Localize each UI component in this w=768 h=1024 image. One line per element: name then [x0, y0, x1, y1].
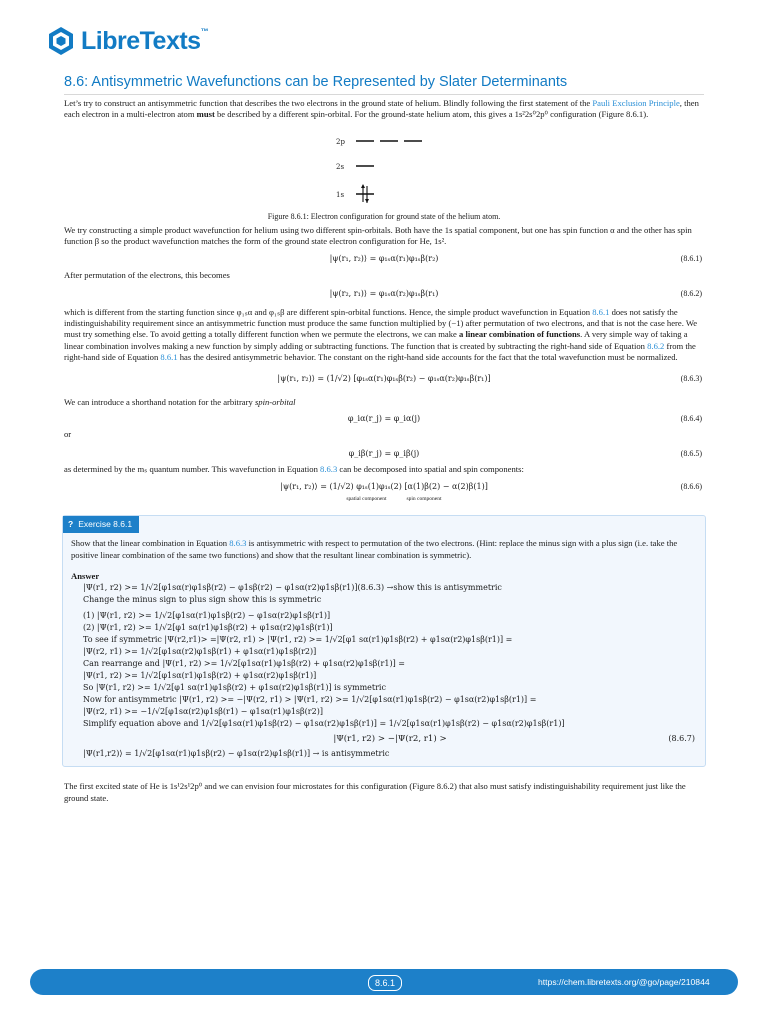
libretexts-logo[interactable]	[46, 26, 208, 56]
answer-line: Simplify equation above and 1/√2[φ1sα(r1)φ1sβ(r2) − φ1sα(r2)φ1sβ(r1)] = 1/√2[φ1sα(r1)φ1sβ(r2) − φ1sα(r2)φ1sβ(r1)]	[83, 719, 565, 729]
answer-line: (2) |Ψ(r1, r2) >= 1/√2[φ1 sα(r1)φ1sβ(r2) + φ1sα(r2)φ1sβ(r1)]	[83, 623, 333, 633]
answer-line: To see if symmetric |Ψ(r2,r1)> =|Ψ(r2, r1) > |Ψ(r1, r2) >= 1/√2[φ1 sα(r1)φ1sβ(r2) + φ1sα(r2)φ1sβ(r1)] =	[83, 635, 513, 645]
paragraph-linear-combination: which is different from the starting function since φ₁ₛα and φ₁ₛβ are different spin-orbital functions. Hence, the simple product wavefunction in Equation 8.6.1 does not satisfy the indistinguishability requirement since an antisymmetric function must produce the same function multiplied by (−1) after permutation of two electrons, and that is not the case here. We must try something else. To avoid getting a totally different function when we permute the electrons, we can make a linear combination of functions. A very simple way of taking a linear combination involves making a new function by simply adding or subtracting functions. The function that is created by subtracting the right-hand side of Equation 8.6.2 from the right-hand side of Equation 8.6.1 has the desired antisymmetric behavior. The constant on the right-hand side accounts for the fact that the total wavefunction must be normalized.	[64, 306, 698, 362]
equation-ref-8-6-3[interactable]: 8.6.3	[320, 463, 338, 474]
answer-line: Change the minus sign to plus sign show this is symmetric	[83, 595, 322, 605]
level-2s-label: 2s	[336, 162, 345, 171]
electron-configuration-diagram	[334, 131, 434, 211]
answer-line: Can rearrange and |Ψ(r1, r2) >= 1/√2[φ1sα(r1)φ1sβ(r2) + φ1sα(r2)φ1sβ(r1)] =	[83, 659, 405, 669]
level-1s-label: 1s	[336, 190, 345, 199]
page-url[interactable]: https://chem.libretexts.org/@go/page/210844	[538, 977, 710, 987]
answer-line: Now for antisymmetric |Ψ(r1, r2) >= −|Ψ(r2, r1) > |Ψ(r1, r2) >= 1/√2[φ1sα(r1)φ1sβ(r2) − φ1sα(r2)φ1sβ(r1)] =	[83, 695, 537, 705]
equation-8-6-5: φ_iβ(r_j) = φ_iβ(j) (8.6.5)	[348, 448, 702, 458]
equation-8-6-4: φ_iα(r_j) = φ_iα(j) (8.6.4)	[347, 413, 702, 423]
question-icon: ?	[68, 519, 74, 530]
equation-8-6-1: |ψ(r₁, r₂)⟩ = φ₁ₛα(r₁)φ₁ₛβ(r₂) (8.6.1)	[329, 254, 702, 264]
equation-ref-8-6-2[interactable]: 8.6.2	[647, 340, 665, 351]
answer-line: |Ψ(r2, r1) >= −1/√2[φ1sα(r2)φ1sβ(r1) − φ1sα(r1)φ1sβ(r2)]	[83, 707, 323, 717]
equation-ref-8-6-3b[interactable]: 8.6.3	[229, 538, 247, 549]
libretexts-logo-icon	[46, 26, 76, 56]
exercise-box	[62, 515, 706, 767]
exercise-header[interactable]: ? Exercise 8.6.1	[63, 516, 139, 533]
page-title: 8.6: Antisymmetric Wavefunctions can be Represented by Slater Determinants	[64, 74, 568, 90]
answer-line: |Ψ(r1, r2) >= 1/√2[φ1sα(r1)φ1sβ(r2) + φ1sα(r2)φ1sβ(r1)]	[83, 671, 317, 681]
equation-8-6-3: |ψ(r₁, r₂)⟩ = (1/√2) [φ₁ₛα(r₁)φ₁ₛβ(r₂) − φ₁ₛα(r₂)φ₁ₛβ(r₁)] (8.6.3)	[277, 374, 702, 384]
exercise-prompt: Show that the linear combination in Equation 8.6.3 is antisymmetric with respect to permutation of the two electrons. (Hint: replace the minus sign with a plus sign (i.e. take the positive linear combination of the same two functions) and show that the resultant linear combination is symmetric).	[71, 538, 678, 560]
equation-underbrace-labels: spatial component spin component	[346, 496, 442, 503]
answer-heading[interactable]: Answer	[71, 571, 100, 582]
paragraph-permutation: After permutation of the electrons, this becomes	[64, 270, 230, 281]
page-number: 8.6.1	[368, 975, 402, 991]
logo-wordmark: LibreTexts™	[81, 26, 209, 55]
intro-paragraph: Let’s try to construct an antisymmetric function that describes the two electrons in the ground state of helium. Blindly following the first statement of the Pauli Exclusion Principle, then each electron in a multi-electron atom must be described by a different spin-orbital. For the ground-state helium atom, this gives a 1s²2s⁰2p⁰ configuration (Figure 8.6.1).	[64, 98, 699, 120]
figure-8-6-1	[64, 131, 704, 222]
equation-8-6-2: |ψ(r₂, r₁)⟩ = φ₁ₛα(r₂)φ₁ₛβ(r₁) (8.6.2)	[329, 288, 702, 298]
paragraph-excited-state: The first excited state of He is 1s¹2s¹2p⁰ and we can envision four microstates for this configuration (Figure 8.6.2) that also must satisfy indistinguishability requirement just like the ground state.	[64, 781, 686, 803]
paragraph-shorthand: We can introduce a shorthand notation for the arbitrary spin-orbital	[64, 397, 296, 408]
level-2p-label: 2p	[336, 137, 345, 146]
answer-conclusion: |Ψ(r1,r2)⟩ = 1/√2[φ1sα(r1)φ1sβ(r2) − φ1sα(r2)φ1sβ(r1)] → is antisymmetric	[83, 749, 390, 759]
article-body	[64, 96, 704, 804]
figure-caption: Figure 8.6.1: Electron configuration for ground state of the helium atom.	[267, 211, 501, 221]
answer-line: So |Ψ(r1, r2) >= 1/√2[φ1 sα(r1)φ1sβ(r2) + φ1sα(r2)φ1sβ(r1)] is symmetric	[83, 683, 386, 693]
equation-8-6-7: |Ψ(r1, r2) > −|Ψ(r2, r1) > (8.6.7)	[333, 734, 695, 745]
answer-line: |Ψ(r1, r2) >= 1/√2[φ1sα(r)φ1sβ(r2) − φ1sβ(r2) − φ1sα(r2)φ1sβ(r1)](8.6.3) →show this is antisymmetric	[83, 583, 502, 593]
equation-ref-8-6-1[interactable]: 8.6.1	[592, 306, 610, 317]
answer-line: |Ψ(r2, r1) >= 1/√2[φ1sα(r2)φ1sβ(r1) + φ1sα(r1)φ1sβ(r2)]	[83, 647, 317, 657]
pauli-exclusion-link[interactable]: Pauli Exclusion Principle	[592, 98, 680, 108]
equation-ref-8-6-1b[interactable]: 8.6.1	[160, 351, 178, 362]
equation-8-6-6: |ψ(r₁, r₂)⟩ = (1/√2) φ₁ₛ(1)φ₁ₛ(2) [α(1)β(2) − α(2)β(1)] (8.6.6) spatial component spin component	[64, 481, 704, 511]
paragraph-product-wavefunction: We try constructing a simple product wavefunction for helium using two different spin-orbitals. Both have the 1s spatial component, but one has spin function α and the other has spin function β so the product wavefunction matches the form of the ground state electron configuration for He, 1s².	[64, 224, 692, 247]
or-text: or	[64, 428, 72, 439]
answer-steps	[71, 582, 697, 760]
title-divider	[64, 94, 704, 95]
answer-line: (1) |Ψ(r1, r2) >= 1/√2[φ1sα(r1)φ1sβ(r2) − φ1sα(r2)φ1sβ(r1)]	[83, 611, 331, 621]
paragraph-decomposition: as determined by the mₛ quantum number. This wavefunction in Equation 8.6.3 can be decomposed into spatial and spin components:	[64, 463, 524, 474]
